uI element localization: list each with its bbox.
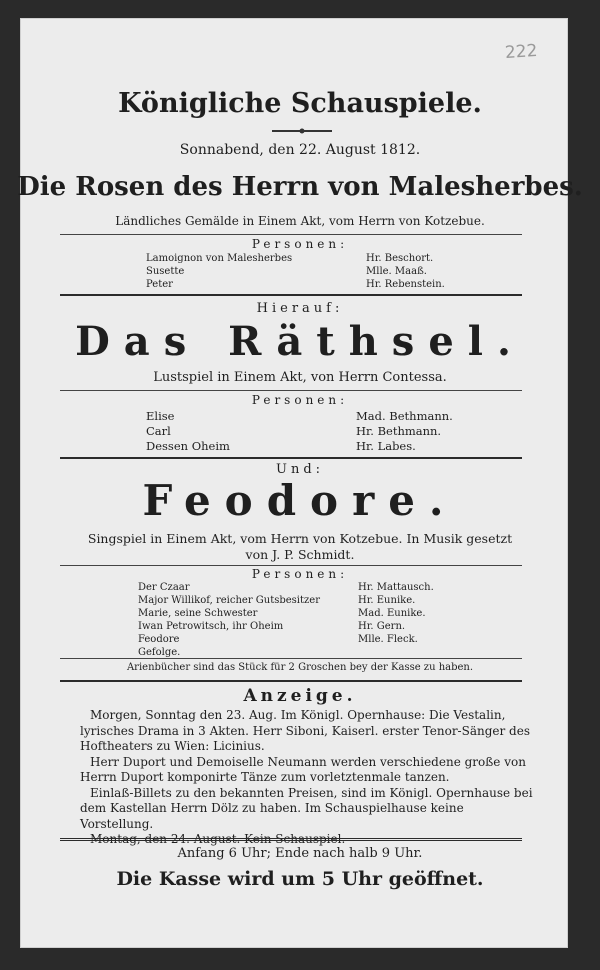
announcement-line: Herr Duport und Demoiselle Neumann werden verschiedene große von — [90, 754, 526, 769]
play1-actor: Hr. Rebenstein. — [366, 279, 445, 290]
play1-role: Peter — [146, 279, 173, 290]
announcement-line: Morgen, Sonntag den 23. Aug. Im Königl. Opernhause: Die Vestalin, — [90, 708, 506, 722]
play1-actor: Hr. Beschort. — [366, 253, 434, 264]
box-office-notice: Die Kasse wird um 5 Uhr geöffnet. — [116, 868, 484, 890]
play3-role: Feodore — [138, 634, 180, 645]
play1-subtitle: Ländliches Gemälde in Einem Akt, vom Herrn von Kotzebue. — [115, 214, 485, 228]
play1-title: Die Rosen des Herrn von Malesherbes. — [17, 172, 583, 202]
libretto-note: Arienbücher sind das Stück für 2 Groschen bey der Kasse zu haben. — [126, 662, 474, 673]
play2-actor: Hr. Labes. — [356, 439, 416, 453]
theatre-title: Königliche Schauspiele. — [118, 88, 482, 119]
play1-actor: Mlle. Maaß. — [366, 266, 427, 277]
divider — [60, 680, 522, 682]
divider — [60, 294, 522, 296]
play3-role: Der Czaar — [138, 582, 190, 593]
play3-subtitle-line2: von J. P. Schmidt. — [245, 547, 355, 562]
announcement-line: Einlaß-Billets zu den bekannten Preisen, sind im Königl. Opernhause bei — [90, 785, 533, 800]
play2-role: Elise — [146, 409, 175, 423]
play2-personen-heading: Personen: — [251, 393, 349, 407]
play3-role: Major Willikof, reicher Gutsbesitzer — [138, 595, 320, 606]
play2-intro: Hierauf: — [256, 301, 344, 316]
play3-title: Feodore. — [142, 476, 458, 525]
announcement-line: Hoftheaters zu Wien: Licinius. — [80, 739, 265, 753]
divider — [60, 658, 522, 659]
divider — [60, 390, 522, 391]
play3-role: Gefolge. — [138, 647, 181, 658]
play3-role: Iwan Petrowitsch, ihr Oheim — [138, 621, 284, 632]
play2-role: Carl — [146, 424, 171, 438]
performance-date: Sonnabend, den 22. August 1812. — [179, 142, 421, 158]
performance-times: Anfang 6 Uhr; Ende nach halb 9 Uhr. — [177, 846, 423, 861]
title-ornament — [272, 128, 332, 134]
announcement-heading: Anzeige. — [243, 686, 357, 706]
divider — [60, 234, 522, 235]
announcement-line: Montag, den 24. August. Kein Schauspiel. — [90, 832, 346, 846]
play1-role: Susette — [146, 266, 185, 277]
play3-actor: Hr. Mattausch. — [358, 582, 434, 593]
play2-title: Das Räthsel. — [75, 318, 525, 365]
announcement-line: lyrisches Drama in 3 Akten. Herr Siboni, Kaiserl. erster Tenor-Sänger des — [80, 723, 530, 738]
play2-actor: Mad. Bethmann. — [356, 409, 453, 423]
play2-subtitle: Lustspiel in Einem Akt, von Herrn Contessa. — [153, 370, 447, 385]
divider — [60, 565, 522, 566]
play3-actor: Mlle. Fleck. — [358, 634, 418, 645]
play3-role: Marie, seine Schwester — [138, 608, 258, 619]
play3-actor: Hr. Eunike. — [358, 595, 416, 606]
play2-actor: Hr. Bethmann. — [356, 424, 442, 438]
play3-personen-heading: Personen: — [251, 567, 349, 581]
play2-role: Dessen Oheim — [146, 439, 230, 453]
play3-actor: Hr. Gern. — [358, 621, 406, 632]
play1-personen-heading: Personen: — [251, 237, 349, 251]
play3-actor: Mad. Eunike. — [358, 608, 426, 619]
announcement-line: Herrn Duport komponirte Tänze zum vorletztenmale tanzen. — [80, 770, 450, 784]
divider — [60, 457, 522, 459]
announcement-line: dem Kastellan Herrn Dölz zu haben. Im Schauspielhause keine Vorstellung. — [80, 801, 464, 831]
announcement-body — [80, 708, 535, 848]
play1-role: Lamoignon von Malesherbes — [146, 253, 293, 264]
archive-number: 222 — [504, 40, 539, 64]
play3-intro: Und: — [275, 462, 325, 477]
play3-subtitle-line1: Singspiel in Einem Akt, vom Herrn von Kotzebue. In Musik gesetzt — [87, 531, 513, 546]
divider — [60, 838, 522, 841]
